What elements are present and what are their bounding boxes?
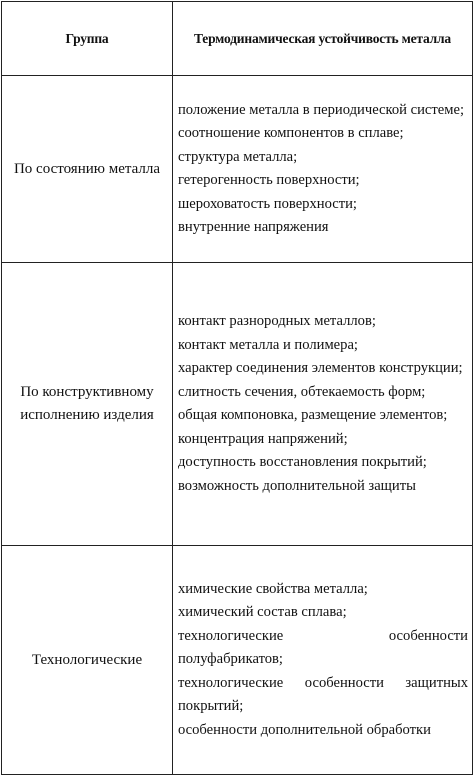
table-row (2, 263, 473, 546)
table-row (2, 76, 473, 263)
header-stability: Термодинамическая устойчивость металла (173, 2, 473, 76)
list-item: технологические особенности защитных покрытий; (178, 674, 468, 715)
factors-cell (173, 546, 473, 775)
list-item: структура металла; (178, 148, 298, 165)
list-item: характер соединения элементов конструкции; (178, 360, 463, 376)
list-item: шероховатость поверхности; (178, 195, 357, 212)
list-item: соотношение компонентов в сплаве; (178, 125, 404, 141)
table-row (2, 546, 473, 775)
list-item: положение металла в периодической системе; (178, 101, 465, 118)
list-item: доступность восстановления покрытий; (178, 454, 427, 470)
list-item: общая компоновка, размещение элементов; (178, 407, 448, 423)
list-item: гетерогенность поверхности; (178, 172, 360, 188)
list-item: концентрация напряжений; (178, 430, 348, 447)
list-item: возможность дополнительной защиты (178, 477, 416, 494)
list-item: технологические особенности полуфабрикатов; (178, 627, 468, 668)
factors-cell (173, 263, 473, 546)
factors-table (1, 1, 473, 775)
list-item: контакт металла и полимера; (178, 336, 358, 353)
list-item: контакт разнородных металлов; (178, 313, 376, 329)
list-item: химические свойства металла; (178, 580, 368, 597)
group-cell: По состоянию металла (2, 76, 173, 263)
group-cell: По конструктивному исполнению изделия (2, 263, 173, 546)
list-item: внутренние напряжения (178, 219, 329, 235)
list-item: слитность сечения, обтекаемость форм; (178, 383, 426, 400)
list-item: химический состав сплава; (178, 604, 347, 621)
header-row (2, 2, 473, 76)
header-group: Группа (2, 2, 173, 76)
list-item: особенности дополнительной обработки (178, 721, 431, 738)
group-cell: Технологические (2, 546, 173, 775)
factors-cell (173, 76, 473, 263)
